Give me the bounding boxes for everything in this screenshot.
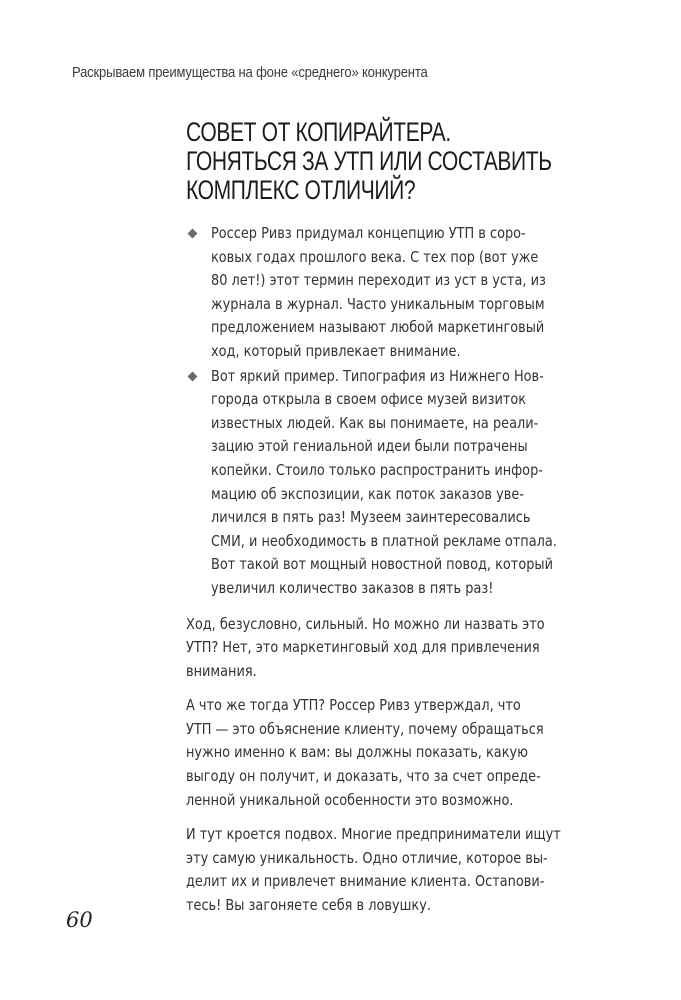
text-line: СМИ, и необходимость в платной рекламе отпала.	[211, 531, 557, 550]
text-line: зацию этой гениальной идеи были потрачены	[211, 437, 528, 456]
text-line: ковых годах прошлого века. С тех пор (вот уже	[211, 247, 539, 266]
text-line: нужно именно к вам: вы должны показать, какую	[186, 743, 528, 762]
text-line: 80 лет!) этот термин переходит из уст в уста, из	[211, 271, 546, 290]
body-content	[186, 222, 616, 918]
text-line: И тут кроется подвох. Многие предприниматели ищут	[186, 825, 561, 844]
paragraph	[186, 694, 616, 812]
text-line: мацию об экспозиции, как поток заказов уве-	[211, 484, 524, 503]
heading-line: СОВЕТ ОТ КОПИРАЙТЕРА.	[186, 117, 451, 147]
page-number: 60	[66, 908, 93, 932]
text-line: города открыла в своем офисе музей визиток	[211, 390, 527, 409]
running-head: Раскрываем преимущества на фоне «среднего» конкурента	[72, 65, 428, 81]
diamond-bullet-icon	[188, 371, 198, 381]
text-line: внимания.	[186, 661, 257, 680]
bullet-item	[186, 222, 616, 364]
text-line: Вот яркий пример. Типография из Нижнего Нов-	[211, 366, 544, 385]
text-line: увеличил количество заказов в пять раз!	[211, 578, 494, 597]
heading-line: КОМПЛЕКС ОТЛИЧИЙ?	[186, 175, 416, 205]
text-line: эту самую уникальность. Одно отличие, которое вы-	[186, 848, 548, 867]
text-line: личился в пять раз! Музеем заинтересовались	[211, 508, 531, 527]
text-line: тесь! Вы загоняете себя в ловушку.	[186, 896, 431, 915]
paragraph	[186, 823, 616, 917]
diamond-bullet-icon	[188, 229, 198, 239]
text-line: ход, который привлекает внимание.	[211, 341, 461, 360]
text-line: А что же тогда УТП? Россер Ривз утверждал, что	[186, 696, 521, 715]
text-line: Россер Ривз придумал концепцию УТП в соро-	[211, 224, 526, 242]
text-line: копейки. Стоило только распространить инфор-	[211, 460, 543, 479]
text-line: Ход, безусловно, сильный. Но можно ли назвать это	[186, 614, 545, 633]
text-line: УТП — это объяснение клиенту, почему обращаться	[186, 719, 544, 738]
paragraph	[186, 613, 616, 684]
heading-line: ГОНЯТЬСЯ ЗА УТП ИЛИ СОСТАВИТЬ	[186, 146, 552, 176]
section-heading	[186, 118, 552, 205]
text-line: выгоду он получит, и доказать, что за счет опреде-	[186, 767, 541, 786]
text-line: делит их и привлечет внимание клиента. Остanови-	[186, 872, 545, 891]
text-line: ленной уникальной особенности это возможно.	[186, 790, 514, 809]
text-line: предложением называют любой маркетинговый	[211, 318, 545, 337]
text-line: УТП? Нет, это маркетинговый ход для привлечения	[186, 638, 540, 657]
text-line: Вот такой вот мощный новостной повод, который	[211, 555, 553, 574]
text-line: известных людей. Как вы понимаете, на реали-	[211, 413, 539, 432]
text-line: журнала в журнал. Часто уникальным торговым	[211, 294, 545, 313]
bullet-item	[186, 365, 616, 601]
